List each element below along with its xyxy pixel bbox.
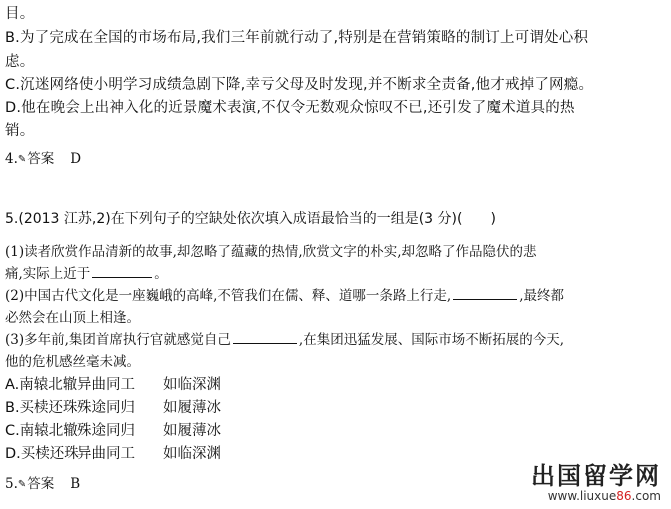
q4-option-d-line1: D.他在晚会上出神入化的近景魔术表演,不仅令无数观众惊叹不已,还引发了魔术道具的热 [5,100,575,116]
pen-icon: ✎ [17,154,27,165]
q5-sentence2-line1 [5,284,564,304]
q4-top-fragment: 目。 [5,6,35,22]
q5-sentence2-text-b: ,最终都 [519,288,565,304]
q5-stem: 5.(2013 江苏,2)在下列句子的空缺处依次填入成语最恰当的一组是(3 分)( ) [5,211,496,227]
choice-c-word3: 如履薄冰 [163,423,221,439]
choice-d-word3: 如临深渊 [163,446,221,462]
q5-answer-value: B [70,476,81,492]
choice-a-word1: A.南辕北辙 [5,377,78,393]
q5-sentence3-line1 [5,328,564,348]
q4-option-c: C.沉迷网络使小明学习成绩急剧下降,幸亏父母及时发现,并不断求全责备,他才戒掉了网瘾。 [5,77,594,93]
q5-sentence3-text-a: (3)多年前,集团首席执行官就感觉自己 [5,332,231,348]
choice-c-word2: 殊途同归 [77,423,135,439]
q5-sentence1-line2 [5,262,168,282]
choice-b-word2: 殊途同归 [77,400,135,416]
watermark-url-red: 86 [616,489,632,503]
q4-answer-label: 答案 [27,151,55,167]
q4-option-b-line2: 虑。 [5,54,35,70]
q5-blank-3 [233,331,297,344]
watermark-url-suffix: .com [631,489,661,503]
choice-d-word2: 异曲同工 [77,446,135,462]
q5-sentence3-text-b: ,在集团迅猛发展、国际市场不断拓展的今天, [298,332,565,348]
q5-blank-2 [453,287,517,300]
choice-a-word3: 如临深渊 [163,377,221,393]
q5-sentence1-text-b: 。 [154,266,168,282]
pen-icon: ✎ [17,479,27,490]
q5-sentence3-line2: 他的危机感丝毫未减。 [5,354,140,370]
choice-c-word1: C.南辕北辙 [5,423,78,439]
q5-answer-label: 答案 [27,476,55,492]
q4-answer-value: D [70,151,82,167]
choice-b-word3: 如履薄冰 [163,400,221,416]
q5-sentence2-text-a: (2)中国古代文化是一座巍峨的高峰,不管我们在儒、释、道哪一条路上行走, [5,288,452,304]
watermark-url [531,489,661,503]
choice-d-word1: D.买椟还珠 [5,446,79,462]
q5-sentence1-line1: (1)读者欣赏作品清新的故事,却忽略了蕴藏的热情,欣赏文字的朴实,却忽略了作品隐伏的悲 [5,244,537,260]
q5-choice-b [5,396,221,417]
choice-a-word2: 异曲同工 [77,377,135,393]
q5-choice-a [5,373,221,394]
q5-choice-d [5,442,221,463]
q5-choice-c [5,419,221,440]
q4-answer [5,147,81,167]
watermark-url-prefix: www.liuxue [547,489,617,503]
q5-answer-label-num: 5. [5,476,18,492]
q5-answer [5,472,80,492]
watermark-title: 出国留学网 [531,462,661,490]
q4-option-d-line2: 销。 [5,123,35,139]
q4-option-b-line1: B.为了完成在全国的市场布局,我们三年前就行动了,特别是在营销策略的制订上可谓处心积 [5,30,589,46]
q5-sentence2-line2: 必然会在山顶上相逢。 [5,310,140,326]
choice-b-word1: B.买椟还珠 [5,400,78,416]
q5-sentence1-text-a: 痛,实际上近于 [5,266,91,282]
q4-answer-label-num: 4. [5,151,18,167]
site-watermark [531,456,661,503]
q5-blank-1 [92,265,152,278]
